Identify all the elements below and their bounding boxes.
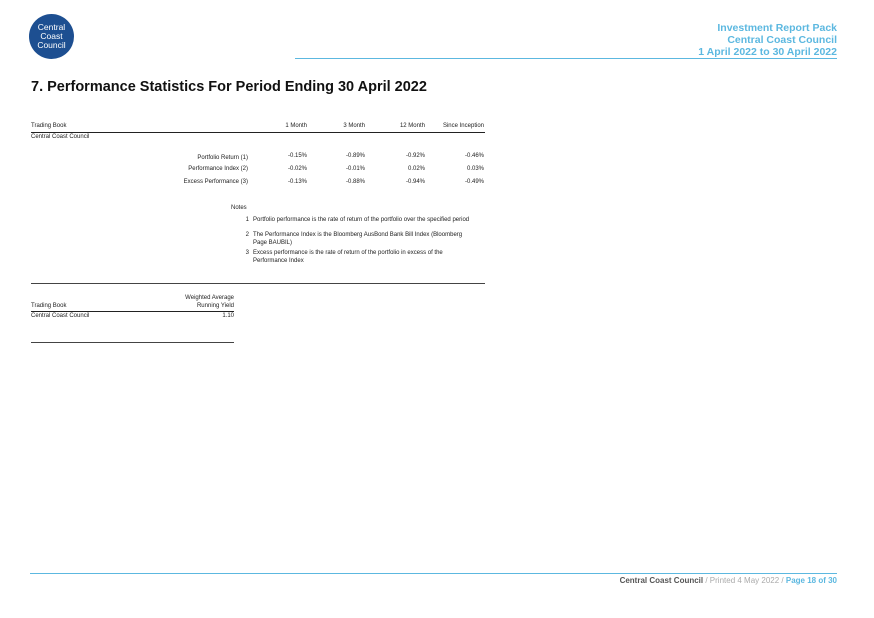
yield-bottom-rule [31, 342, 234, 343]
council-logo [29, 14, 74, 59]
cell-12-month: -0.92% [405, 153, 425, 159]
note-number: 3 [245, 250, 249, 256]
header-divider [295, 58, 837, 59]
col-trading-book: Trading Book [31, 123, 67, 129]
footer-printed-date: / Printed 4 May 2022 / [703, 576, 786, 585]
row-label: Excess Performance (3) [183, 179, 248, 185]
logo-line-3: Council [37, 40, 66, 50]
col-1-month: 1 Month [285, 123, 307, 129]
logo-line-1: Central [37, 22, 66, 32]
notes-heading: Notes [231, 205, 247, 211]
page-footer [620, 576, 837, 585]
cell-1-month: -0.13% [287, 179, 307, 185]
note-text: The Performance Index is the Bloomberg AusBond Bank Bill Index (Bloomberg Page BAUBIL) [253, 232, 463, 246]
header-org-name: Central Coast Council [727, 34, 837, 46]
col-yield-line-1: Weighted Average [185, 295, 234, 301]
row-label: Portfolio Return (1) [197, 155, 248, 161]
col-yield-line-2: Running Yield [196, 303, 234, 309]
note-text: Excess performance is the rate of return of the portfolio in excess of the Performance Index [253, 250, 443, 264]
header-period: 1 April 2022 to 30 April 2022 [698, 46, 837, 58]
cell-yield: 1.10 [222, 313, 234, 319]
cell-3-month: -0.89% [345, 153, 365, 159]
note-number: 2 [245, 232, 249, 238]
cell-3-month: -0.01% [345, 166, 365, 172]
cell-1-month: -0.02% [287, 166, 307, 172]
row-label: Central Coast Council [31, 313, 90, 319]
col-12-month: 12 Month [399, 123, 425, 129]
note-text: Portfolio performance is the rate of return of the portfolio over the specified period [253, 217, 470, 223]
logo-line-2: Coast [40, 31, 63, 41]
cell-12-month: -0.94% [405, 179, 425, 185]
footer-org: Central Coast Council [619, 576, 704, 585]
cell-since-inception: 0.03% [466, 166, 484, 172]
perf-header-rule [31, 132, 485, 133]
header-report-name: Investment Report Pack [717, 22, 837, 34]
note-number: 1 [245, 217, 249, 223]
cell-3-month: -0.88% [345, 179, 365, 185]
col-3-month: 3 Month [343, 123, 365, 129]
yield-header-rule [31, 311, 234, 312]
col-since-inception: Since Inception [442, 123, 484, 129]
col-trading-book: Trading Book [31, 303, 67, 309]
cell-12-month: 0.02% [407, 166, 425, 172]
cell-since-inception: -0.49% [464, 179, 484, 185]
group-label: Central Coast Council [31, 134, 90, 140]
footer-page-number: Page 18 of 30 [785, 576, 837, 585]
row-label: Performance Index (2) [188, 166, 248, 172]
perf-section-bottom-rule [31, 283, 485, 284]
page-title: 7. Performance Statistics For Period Ending 30 April 2022 [31, 79, 427, 95]
report-header [698, 22, 837, 58]
footer-divider [30, 573, 837, 574]
cell-1-month: -0.15% [287, 153, 307, 159]
cell-since-inception: -0.46% [464, 153, 484, 159]
